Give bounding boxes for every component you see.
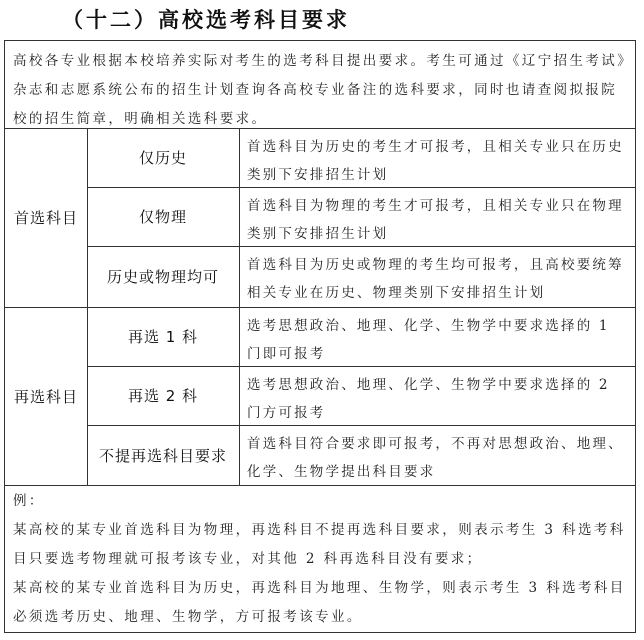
requirements-table [4,40,636,633]
option-label: 不提再选科目要求 [98,446,227,465]
option-label: 再选 1 科 [127,328,199,346]
example-line: 某高校的某专业首选科目为物理，再选科目不提再选科目要求，则表示考生 3 科选考科目只要选考物理就可报考该专业，对其他 2 科再选科目没有要求； [13,522,626,567]
option-label: 仅历史 [138,149,187,167]
option-description: 选考思想政治、地理、化学、生物学中要求选择的 2 门方可报考 [247,377,610,421]
option-description: 首选科目为物理的考生才可报考，且相关专业只在物理类别下安排招生计划 [247,198,624,242]
option-label: 再选 2 科 [127,387,199,405]
option-label: 仅物理 [138,208,187,226]
example-block [13,487,633,632]
option-description: 首选科目为历史的考生才可报考，且相关专业只在历史类别下安排招生计划 [247,139,624,183]
example-line: 某高校的某专业首选科目为历史，再选科目为地理、生物学，则表示考生 3 科选考科目必须选考历史、地理、生物学，方可报考该专业。 [13,580,626,625]
intro-text: 高校各专业根据本校培养实际对考生的选考科目提出要求。考生可通过《辽宁招生考试》杂志和志愿系统公布的招生计划查询各高校专业备注的选科要求，同时也请查阅拟报院校的招生简章，明确相关选科要求。 [13,53,627,127]
section-title: （十二）高校选考科目要求 [62,7,350,32]
example-heading: 例： [13,493,45,509]
option-description: 首选科目符合要求即可报考，不再对思想政治、地理、化学、生物学提出科目要求 [247,436,624,480]
option-label: 历史或物理均可 [106,268,219,286]
group-label-primary: 首选科目 [13,209,78,227]
group-label-secondary: 再选科目 [13,387,78,406]
option-description: 选考思想政治、地理、化学、生物学中要求选择的 1 门即可报考 [247,318,610,362]
option-description: 首选科目为历史或物理的考生均可报考，且高校要统筹相关专业在历史、物理类别下安排招生计划 [247,257,624,301]
